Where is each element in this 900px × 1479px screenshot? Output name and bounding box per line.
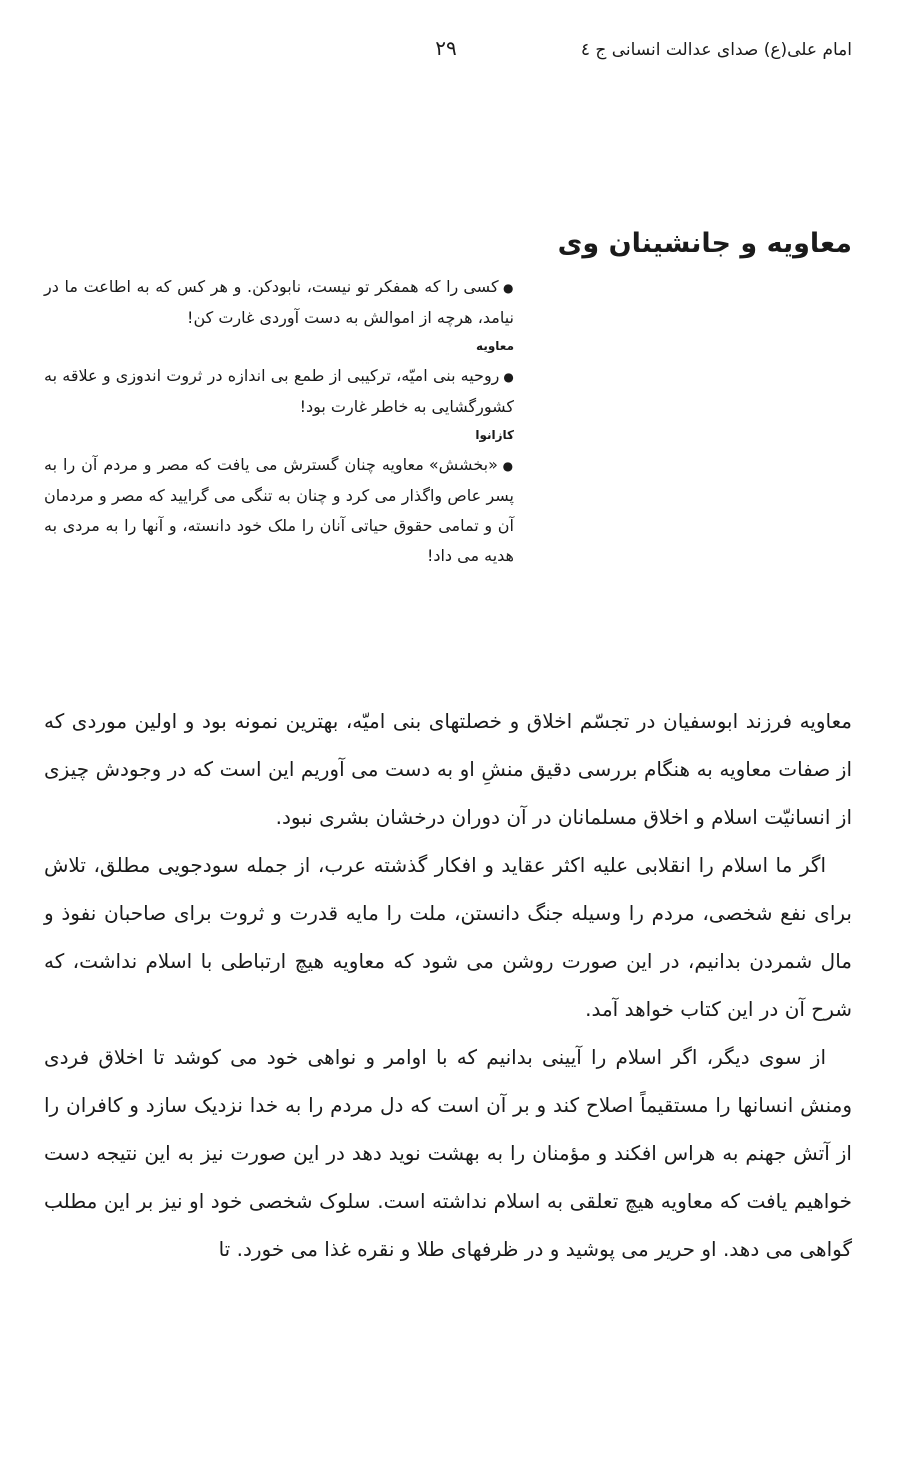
section-title: معاویه و جانشینان وی (557, 228, 852, 259)
body-paragraph: معاویه فرزند ابوسفیان در تجسّم اخلاق و خصلتهای بنی امیّه، بهترین نمونه بود و اولین موردی که از صفات معاویه به هنگام بررسی دقیق منشِ او به دست می آوریم این است که در وجودش چیزی از انسانیّت اسلام و اخلاق مسلمانان در آن دوران درخشان بشری نبود. (44, 709, 852, 829)
page-number: ٢٩ (435, 36, 457, 60)
body-paragraph: اگر ما اسلام را انقلابی علیه اکثر عقاید و افکار گذشته عرب، از جمله سودجویی مطلق، تلاش برای نفع شخصی، مردم را وسیله جنگ دانستن، ملت را مایه قدرت و ثروت برای صاحبان نفوذ و مال شمردن بدانیم، در این صورت روشن می شود که معاویه هیچ ارتباطی با اسلام نداشت، که شرح آن در این کتاب خواهد آمد. (44, 853, 852, 1021)
epigraph-block (44, 272, 514, 571)
body-paragraph: از سوی دیگر، اگر اسلام را آیینی بدانیم که با اوامر و نواهی خود می کوشد تا اخلاق فردی ومنش انسانها را مستقیماً اصلاح کند و بر آن است که دل مردم را به خدا نزدیک سازد و کافران را از آتش جهنم به هراس افکند و مؤمنان را به بهشت نوید دهد در این صورت نیز به این نتیجه دست خواهیم یافت که معاویه هیچ تعلقی به اسلام نداشته است. سلوک شخصی خود او نیز بر این مطلب گواهی می دهد. او حریر می پوشید و در ظرفهای طلا و نقره غذا می خورد. تا (44, 1045, 852, 1261)
epigraph-quote: ● کسی را که همفکر تو نیست، نابودکن. و هر کس که به اطاعت ما در نیامد، هرچه از اموالش به دست آوردی غارت کن! (44, 272, 514, 333)
epigraph-source: معاویه (476, 339, 514, 353)
epigraph (44, 450, 514, 571)
epigraph-quote: ● «بخشش» معاویه چنان گسترش می یافت که مصر و مردم آن را به پسر عاص واگذار می کرد و چنان به تنگی می گرایید که مصر و مردمان آن و تمامی حقوق حیاتی آنان را ملک خود دانسته، و آنها را به مردی به هدیه می داد! (44, 450, 514, 571)
epigraph (44, 361, 514, 446)
body-text (44, 697, 852, 1273)
epigraph-source: کازانوا (475, 428, 514, 442)
running-head: امام علی(ع) صدای عدالت انسانی ج ٤ (580, 40, 852, 60)
epigraph (44, 272, 514, 357)
epigraph-quote: ● روحیه بنی امیّه، ترکیبی از طمع بی اندازه در ثروت اندوزی و علاقه به کشورگشایی به خاطر غارت بود! (44, 361, 514, 422)
